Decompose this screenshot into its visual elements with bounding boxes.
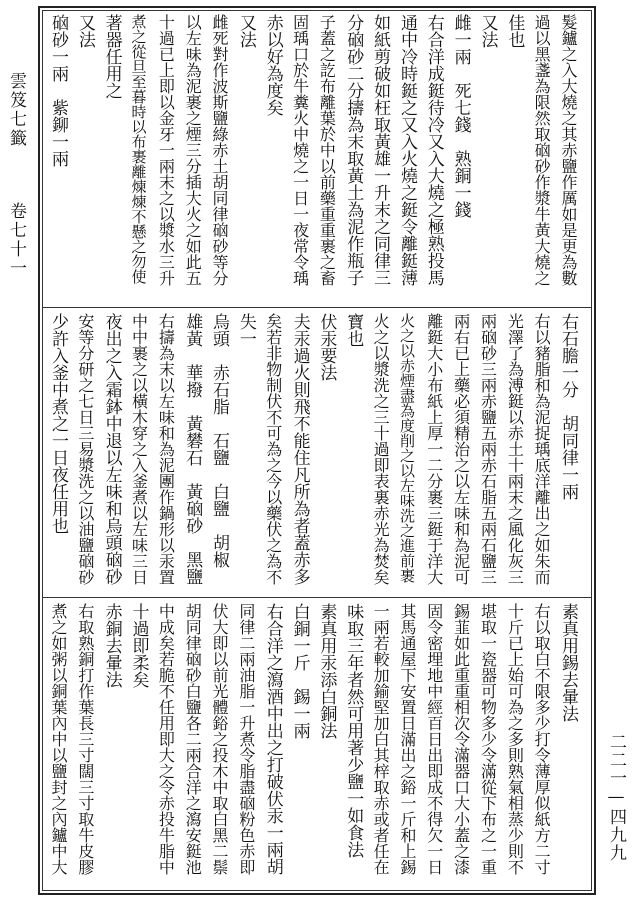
text-column: 右以豬脂和為泥捉瑀底洋離出之如朱而 bbox=[532, 313, 552, 585]
text-column: 少許入釜中煮之一日夜任用也 bbox=[48, 313, 68, 534]
text-column: 光澤了為溥鋌以赤土十兩末之風化灰三 bbox=[505, 313, 525, 585]
section-divider-1 bbox=[42, 307, 592, 308]
text-column: 以左味為泥裹之煙三分插大火之如此五 bbox=[183, 14, 203, 286]
text-column: 一兩若較加鍮堅加白其梓取赤或者任在 bbox=[371, 603, 391, 875]
text-column: 過以黑盞為限然取硇砂作漿牛黃大燒之 bbox=[532, 14, 552, 286]
section-divider-2 bbox=[42, 597, 592, 598]
text-column: 火之以赤煙盡為度削之以左味洗之進前裹 bbox=[397, 313, 416, 583]
text-column: 赤銅去暈法 bbox=[101, 603, 122, 688]
text-column: 右以取白不限多少打令薄厚似紙方二寸 bbox=[532, 603, 552, 875]
text-column: 右擣為末以左味和為泥團作鍋形以汞置 bbox=[156, 313, 176, 585]
text-column: 通中冷時鋌之又入火燒之鋌令離鋌薄 bbox=[396, 14, 417, 286]
text-column: 右石膽一分 胡同律一兩 bbox=[558, 313, 578, 500]
text-column: 又法 bbox=[74, 14, 95, 48]
text-column: 煮之如粥以銅葉內中以鹽封之內鑪中大 bbox=[49, 603, 68, 875]
text-column: 髮鑪之入大燒之其赤鹽作厲如是更為數 bbox=[559, 14, 578, 286]
text-column: 寶也 bbox=[343, 313, 364, 347]
text-column: 烏頭 赤石脂 石鹽 白鹽 胡椒 bbox=[209, 313, 230, 568]
text-column: 夫汞過火則飛不能住凡所為者蓋赤多 bbox=[289, 313, 310, 585]
text-column: 又法 bbox=[235, 14, 256, 48]
text-column: 佳也 bbox=[504, 14, 525, 48]
text-column: 右合洋之瀉酒中出之打破伏汞一兩胡 bbox=[262, 603, 283, 875]
text-column: 十過已上即以金牙一兩末之以漿水三升 bbox=[156, 14, 176, 286]
text-column: 胡同律硇砂白鹽各二兩合洋之瀉安鋌池 bbox=[183, 603, 203, 875]
book-title: 雲笈七籤 bbox=[6, 72, 26, 148]
text-column: 伏大即以前光體鋊之投木中取白黑二鬃 bbox=[210, 603, 230, 875]
text-column: 失一 bbox=[235, 313, 256, 347]
text-column: 分硇砂二分擣為末取黃土為泥作瓶子 bbox=[343, 14, 364, 286]
text-column: 離鋌大小布紙上厚一二分裹三鋌于洋大 bbox=[424, 313, 444, 585]
margin-book-title bbox=[4, 72, 29, 278]
text-column: 伏汞要法 bbox=[316, 313, 337, 381]
text-column: 白銅一斤 錫一兩 bbox=[289, 603, 310, 739]
text-column: 堪取一瓷器可物多少令滿從下布之一重 bbox=[478, 603, 498, 875]
text-column: 味取三年者然可用著少鹽一如食法 bbox=[343, 603, 364, 858]
text-column: 夜出之入霜鉢中退以左味和烏頭硇砂 bbox=[101, 313, 122, 585]
text-column: 素真用錫去暈法 bbox=[558, 603, 578, 722]
text-column: 赤以好為度矣 bbox=[262, 14, 283, 116]
text-column: 安等分研之七日三易漿洗之以油鹽硇砂 bbox=[75, 313, 95, 585]
text-column: 錫韮如此重重相次令滿器口大小蓋之漆 bbox=[451, 603, 471, 875]
text-column: 同律二兩油脂一升煮令脂盡硇粉色赤即 bbox=[236, 603, 256, 875]
text-column: 雄黃 華撥 黃礬石 黃硇砂 黑鹽 bbox=[182, 313, 203, 585]
page-number: 二二一—四九九 bbox=[606, 733, 626, 862]
text-column: 中中裹之以橫木穿之入釜煮以左味三日 bbox=[129, 313, 149, 585]
text-column: 雌死對作波斯鹽綠赤土胡同律硇砂等分 bbox=[210, 14, 230, 286]
text-column: 又法 bbox=[477, 14, 498, 48]
text-column: 素真用汞添白銅法 bbox=[316, 603, 337, 739]
text-column: 兩右已上藥必須精治之以左味和為泥可 bbox=[451, 313, 471, 585]
text-column: 右合洋成鋌待冷又入大燒之極熟投馬 bbox=[423, 14, 444, 286]
text-column: 矣若非物制伏不可為之今以藥伏之為不 bbox=[263, 313, 283, 585]
text-column: 雌一兩 死七錢 熟銅一錢 bbox=[450, 14, 471, 218]
text-column: 十過即柔矣 bbox=[128, 603, 149, 688]
text-column: 煮之從旦至暮時以布裹離煉煉不懸之勿使 bbox=[129, 14, 148, 284]
text-column: 兩硇砂三兩赤鹽五兩赤石脂五兩石鹽三 bbox=[478, 313, 498, 585]
text-column: 如紙剪破如枉取黃雄一升末之同律三 bbox=[370, 14, 391, 286]
text-column: 火之以漿洗之三十過即表裏赤光為焚矣 bbox=[371, 313, 391, 585]
text-column: 固瑀口於牛糞火中燒之一日一夜常令瑀 bbox=[290, 14, 310, 286]
text-column: 右取熟銅打作葉長三寸闊三寸取牛皮膠 bbox=[75, 603, 95, 875]
text-column: 十斤已上始可為之多則熟氣相蒸少則不 bbox=[505, 603, 525, 875]
text-column: 子蓋之訖布離葉於中以前藥重重裹之畜 bbox=[317, 14, 337, 286]
text-column: 著器任用之 bbox=[101, 14, 122, 99]
text-column: 中成矣若脆不任用即大之令赤投牛脂中 bbox=[156, 603, 176, 875]
text-column: 固令密埋地中經百日出即成不得欠一日 bbox=[424, 603, 444, 875]
text-column: 其馬通屋下安置日滿出之鋊一斤和上錫 bbox=[397, 603, 417, 875]
volume-label: 卷七十一 bbox=[6, 202, 26, 278]
text-column: 硇砂一兩 紫鉚一兩 bbox=[48, 14, 68, 167]
